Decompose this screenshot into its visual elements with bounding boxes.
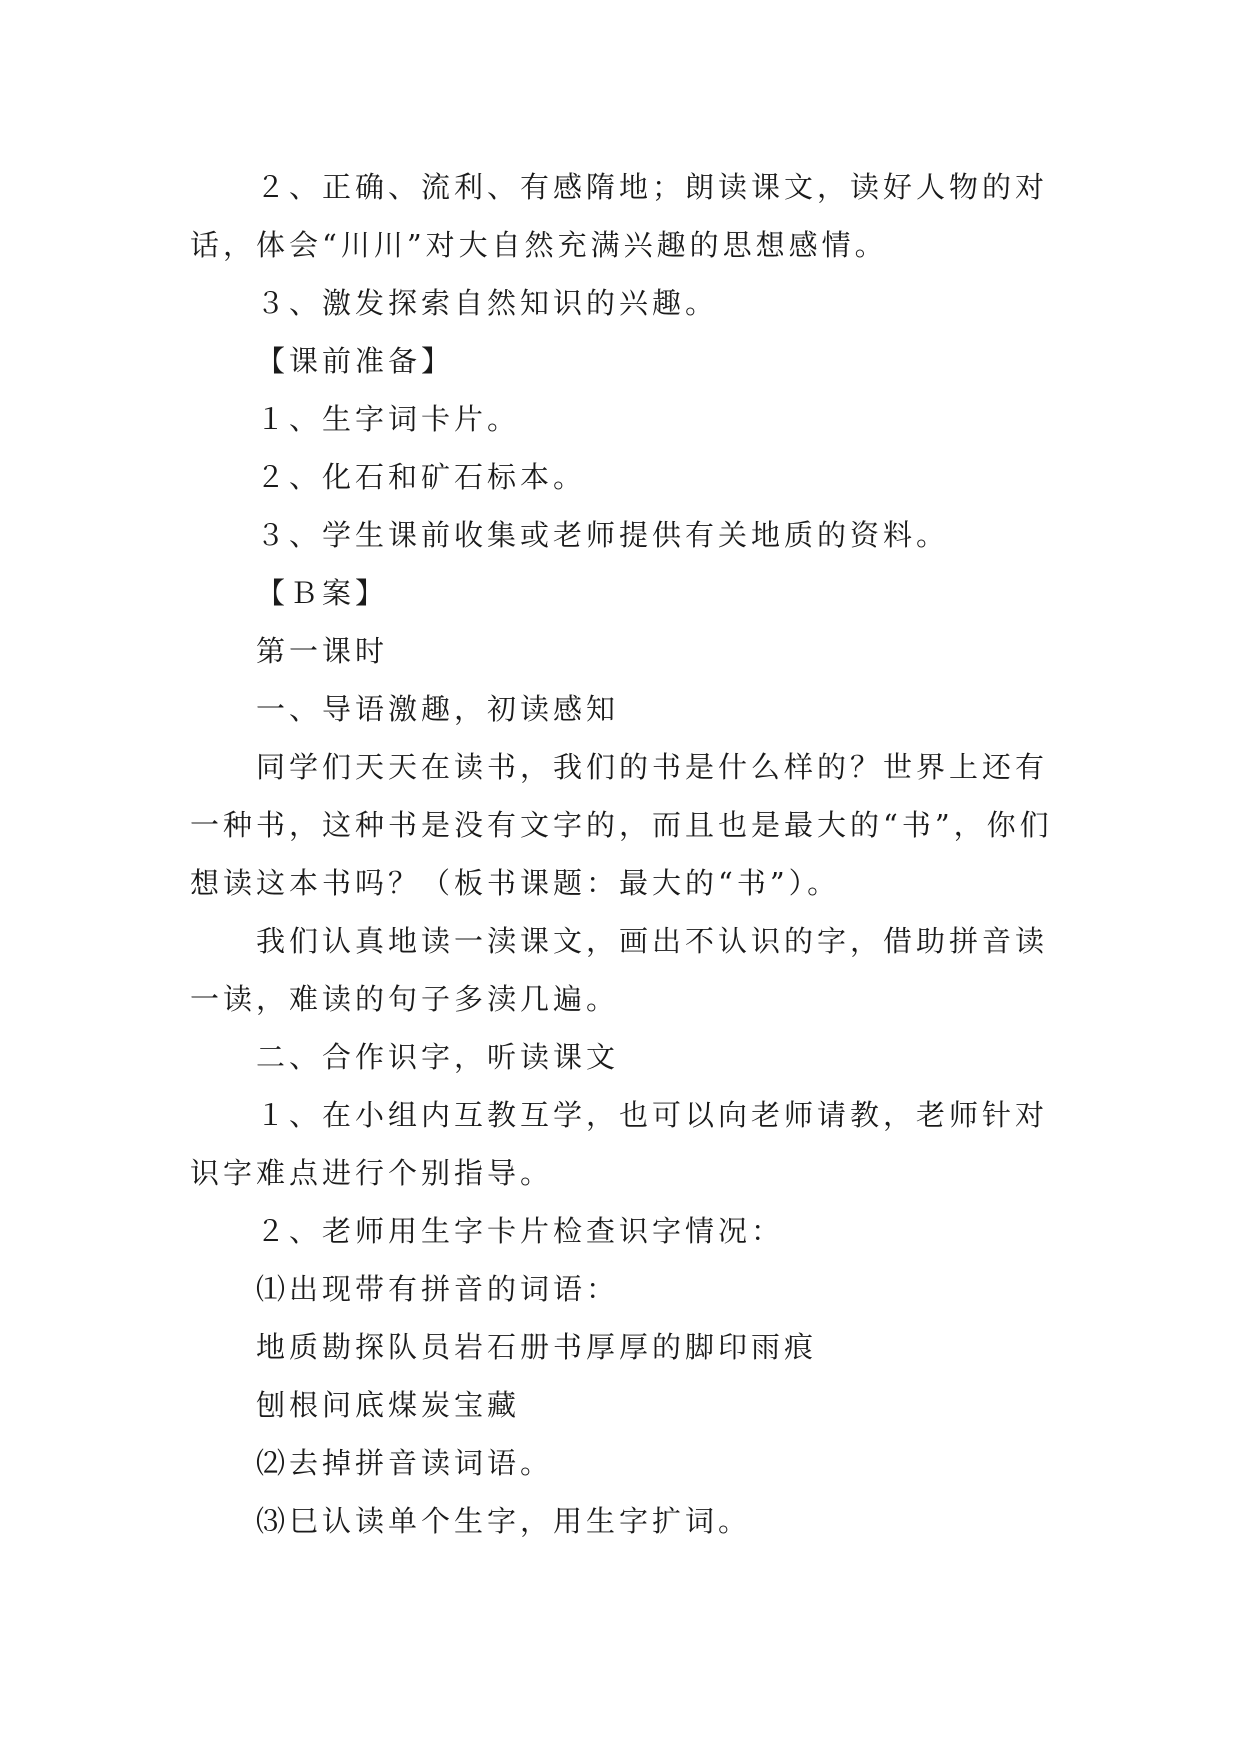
reading-instruction: 我们认真地读一渎课文，画出不认识的字，借助拼音读一读，难读的句子多渎几遍。 xyxy=(190,924,1049,1016)
sub-item-1: ⑴出现带有拼音的词语： xyxy=(256,1272,620,1306)
document-body xyxy=(190,158,1062,1550)
sub-item-2: ⑵去掉拼音读词语。 xyxy=(256,1446,554,1480)
preparation-item-1: １、生字词卡片。 xyxy=(256,402,521,436)
sub-item-3: ⑶巳认读单个生字，用生字扩词。 xyxy=(256,1504,752,1538)
lesson-period-heading: 第一课时 xyxy=(256,634,389,668)
vocabulary-line-2: 刨根问底煤炭宝藏 xyxy=(256,1388,521,1422)
step-2-item-2: ２、老师用生字卡片检查识字情况： xyxy=(256,1214,785,1248)
vocabulary-line-1: 地质勘探队员岩石册书厚厚的脚印雨痕 xyxy=(256,1330,818,1364)
section-heading-plan-b: 【Ｂ案】 xyxy=(256,576,389,610)
preparation-item-2: ２、化石和矿石标本。 xyxy=(256,460,587,494)
step-1-heading: 一、导语激趣，初读感知 xyxy=(256,692,620,726)
objective-2: ２、正确、流利、有感隋地；朗读课文，读好人物的对话，体会“川川”对大自然充满兴趣的思想感情。 xyxy=(190,170,1049,262)
objective-3: ３、激发探索自然知识的兴趣。 xyxy=(256,286,719,320)
preparation-item-3: ３、学生课前收集或老师提供有关地质的资料。 xyxy=(256,518,950,552)
step-2-heading: 二、合作识字，听读课文 xyxy=(256,1040,620,1074)
intro-paragraph: 同学们天天在读书，我们的书是什么样的？世界上还有一种书，这种书是没有文字的，而且也是最大的“书”，你们想读这本书吗？（板书课题：最大的“书”）。 xyxy=(190,750,1053,900)
section-heading-preparation: 【课前准备】 xyxy=(256,344,455,378)
step-2-item-1: １、在小组内互教互学，也可以向老师请教，老师针对识字难点进行个别指导。 xyxy=(190,1098,1049,1190)
